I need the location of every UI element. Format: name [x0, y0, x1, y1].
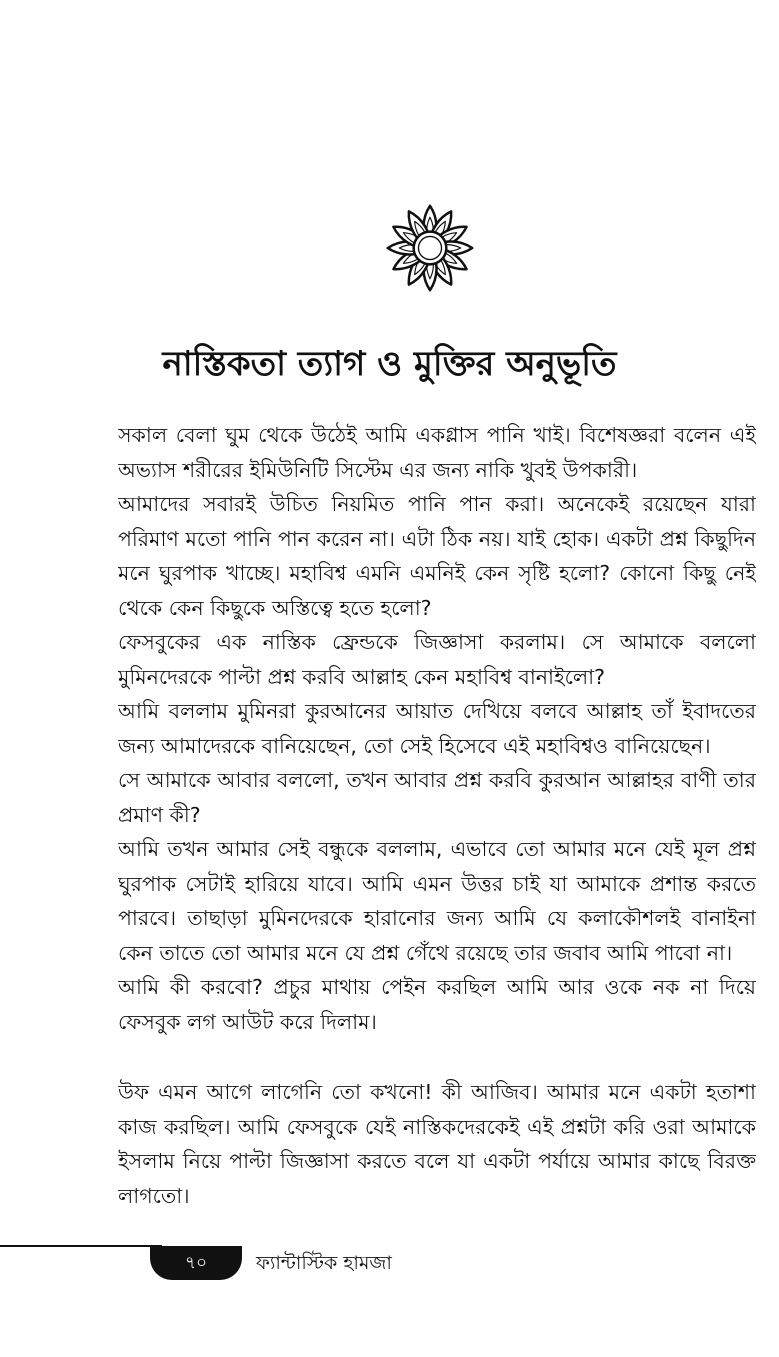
- paragraph: উফ এমন আগে লাগেনি তো কখনো! কী আজিব। আমার মনে একটা হতাশা কাজ করছিল। আমি ফেসবুকে যেই নাস্তিকদেরকেই এই প্রশ্নটা করি ওরা আমাকে ইসলাম নিয়ে পাল্টা জিজ্ঞাসা করতে বলে যা একটা পর্যায়ে আমার কাছে বিরক্ত লাগতো।: [118, 1080, 756, 1208]
- paragraph: সে আমাকে আবার বললো, তখন আবার প্রশ্ন করবি কুরআন আল্লাহর বাণী তার প্রমাণ কী?: [118, 768, 756, 827]
- chapter-title: নাস্তিকতা ত্যাগ ও মুক্তির অনুভূতি: [162, 344, 617, 384]
- paragraph: আমি কী করবো? প্রচুর মাথায় পেইন করছিল আমি আর ওকে নক না দিয়ে ফেসবুক লগ আউট করে দিলাম।: [118, 975, 756, 1034]
- body-text: [118, 418, 756, 1218]
- lotus-flower-icon: [382, 200, 478, 296]
- paragraph: আমি বললাম মুমিনরা কুরআনের আয়াত দেখিয়ে বলবে আল্লাহ তাঁ ইবাদতের জন্য আমাদেরকে বানিয়েছেন, তো সেই হিসেবে এই মহাবিশ্বও বানিয়েছেন।: [118, 699, 756, 758]
- footer-divider: [0, 1245, 162, 1247]
- page-number: ৭০: [150, 1246, 242, 1280]
- paragraph: আমি তখন আমার সেই বন্ধুকে বললাম, এভাবে তো আমার মনে যেই মূল প্রশ্ন ঘুরপাক সেটাই হারিয়ে যাবে। আমি এমন উত্তর চাই যা আমাকে প্রশান্ত করতে পারবে। তাছাড়া মুমিনদেরকে হারানোর জন্য আমি যে কলাকৌশলই বানাইনা কেন তাতে তো আমার মনে যে প্রশ্ন গেঁথে রয়েছে তার জবাব আমি পাবো না।: [118, 837, 756, 965]
- paragraph: আমাদের সবারই উচিত নিয়মিত পানি পান করা। অনেকেই রয়েছেন যারা পরিমাণ মতো পানি পান করেন না। এটা ঠিক নয়। যাই হোক। একটা প্রশ্ন কিছুদিন মনে ঘুরপাক খাচ্ছে। মহাবিশ্ব এমনি এমনিই কেন সৃষ্টি হলো? কোনো কিছু নেই থেকে কেন কিছুকে অস্তিত্বে হতে হলো?: [118, 492, 756, 620]
- paragraph: সকাল বেলা ঘুম থেকে উঠেই আমি একগ্লাস পানি খাই। বিশেষজ্ঞরা বলেন এই অভ্যাস শরীরের ইমিউনিটি সিস্টেম এর জন্য নাকি খুবই উপকারী।: [118, 423, 756, 482]
- paragraph: ফেসবুকের এক নাস্তিক ফ্রেন্ডকে জিজ্ঞাসা করলাম। সে আমাকে বললো মুমিনদেরকে পাল্টা প্রশ্ন করবি আল্লাহ কেন মহাবিশ্ব বানাইলো?: [118, 630, 756, 689]
- book-title: ফ্যান্টাস্টিক হামজা: [256, 1252, 392, 1274]
